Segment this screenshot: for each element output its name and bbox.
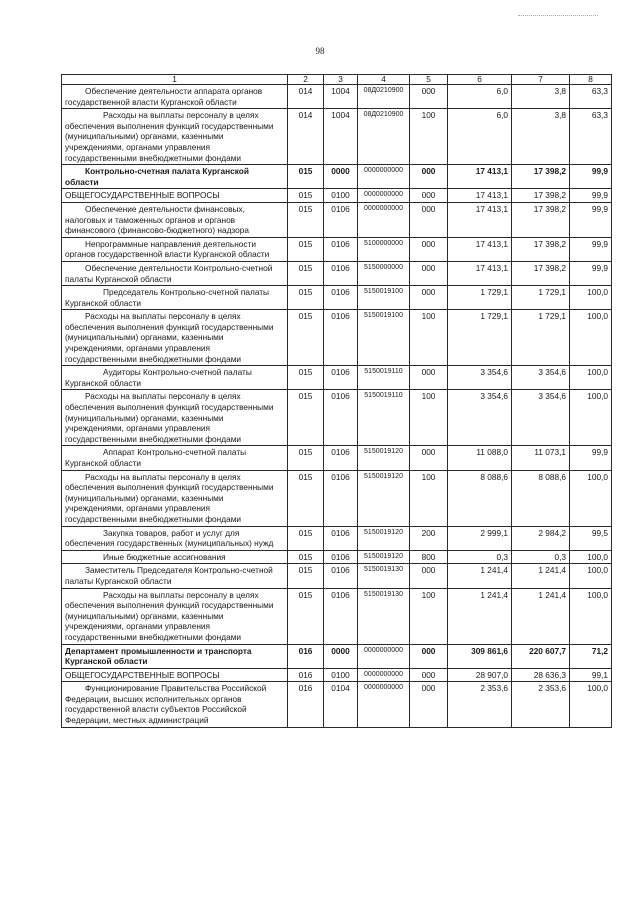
actual-amount-cell: 17 398,2 <box>512 165 570 189</box>
table-row <box>62 644 612 668</box>
expense-type-cell: 100 <box>410 109 448 165</box>
section-code-cell: 0100 <box>324 189 358 203</box>
section-code-cell: 0000 <box>324 644 358 668</box>
planned-amount-cell: 17 413,1 <box>448 165 512 189</box>
planned-amount-cell: 1 241,4 <box>448 564 512 588</box>
header-col-8: 8 <box>570 75 612 85</box>
grbs-code-cell: 015 <box>288 526 324 550</box>
execution-percent-cell: 99,1 <box>570 668 612 682</box>
expense-type-cell: 000 <box>410 165 448 189</box>
target-article-cell: 5150019120 <box>358 446 410 470</box>
expense-name-cell: Заместитель Председателя Контрольно-счетной палаты Курганской области <box>62 564 288 588</box>
target-article-cell: 5150019120 <box>358 550 410 564</box>
table-row <box>62 85 612 109</box>
target-article-cell: 0000000000 <box>358 202 410 237</box>
planned-amount-cell: 17 413,1 <box>448 189 512 203</box>
expense-type-cell: 000 <box>410 189 448 203</box>
target-article-cell: 0000000000 <box>358 668 410 682</box>
section-code-cell: 0106 <box>324 202 358 237</box>
section-code-cell: 0106 <box>324 564 358 588</box>
expense-name-cell: Департамент промышленности и транспорта Курганской области <box>62 644 288 668</box>
actual-amount-cell: 8 088,6 <box>512 470 570 526</box>
expense-name-cell: Иные бюджетные ассигнования <box>62 550 288 564</box>
grbs-code-cell: 015 <box>288 237 324 261</box>
target-article-cell: 5100000000 <box>358 237 410 261</box>
target-article-cell: 08Д0210900 <box>358 109 410 165</box>
actual-amount-cell: 3 354,6 <box>512 366 570 390</box>
actual-amount-cell: 2 984,2 <box>512 526 570 550</box>
expense-name-cell: Председатель Контрольно-счетной палаты Курганской области <box>62 286 288 310</box>
table-row <box>62 588 612 644</box>
section-code-cell: 0106 <box>324 588 358 644</box>
table-row <box>62 682 612 727</box>
section-code-cell: 0106 <box>324 550 358 564</box>
execution-percent-cell: 99,9 <box>570 237 612 261</box>
section-code-cell: 0104 <box>324 682 358 727</box>
grbs-code-cell: 015 <box>288 202 324 237</box>
target-article-cell: 0000000000 <box>358 644 410 668</box>
execution-percent-cell: 99,9 <box>570 202 612 237</box>
grbs-code-cell: 014 <box>288 85 324 109</box>
expense-type-cell: 100 <box>410 470 448 526</box>
actual-amount-cell: 1 241,4 <box>512 564 570 588</box>
execution-percent-cell: 100,0 <box>570 310 612 366</box>
target-article-cell: 0000000000 <box>358 682 410 727</box>
planned-amount-cell: 17 413,1 <box>448 202 512 237</box>
planned-amount-cell: 1 241,4 <box>448 588 512 644</box>
expense-name-cell: ОБЩЕГОСУДАРСТВЕННЫЕ ВОПРОСЫ <box>62 189 288 203</box>
target-article-cell: 5150019100 <box>358 310 410 366</box>
section-code-cell: 0106 <box>324 237 358 261</box>
grbs-code-cell: 015 <box>288 588 324 644</box>
table-row <box>62 550 612 564</box>
execution-percent-cell: 99,9 <box>570 261 612 285</box>
actual-amount-cell: 1 241,4 <box>512 588 570 644</box>
expense-name-cell: Обеспечение деятельности финансовых, налоговых и таможенных органов и органов финансового (финансово-бюджетного) надзора <box>62 202 288 237</box>
table-row <box>62 165 612 189</box>
expense-type-cell: 000 <box>410 286 448 310</box>
table-row <box>62 526 612 550</box>
expense-type-cell: 000 <box>410 237 448 261</box>
expense-name-cell: Функционирование Правительства Российской Федерации, высших исполнительных органов государственной власти субъектов Российской Федерации, местных администраций <box>62 682 288 727</box>
header-col-1: 1 <box>62 75 288 85</box>
table-row <box>62 189 612 203</box>
execution-percent-cell: 99,9 <box>570 446 612 470</box>
planned-amount-cell: 0,3 <box>448 550 512 564</box>
table-row <box>62 310 612 366</box>
expense-type-cell: 000 <box>410 85 448 109</box>
section-code-cell: 0106 <box>324 366 358 390</box>
target-article-cell: 5150019110 <box>358 366 410 390</box>
planned-amount-cell: 11 088,0 <box>448 446 512 470</box>
expense-name-cell: ОБЩЕГОСУДАРСТВЕННЫЕ ВОПРОСЫ <box>62 668 288 682</box>
grbs-code-cell: 015 <box>288 366 324 390</box>
expense-name-cell: Расходы на выплаты персоналу в целях обеспечения выполнения функций государственными (муниципальными) органами, казенными учреждениями, органами управления государственными внебюджетными фондами <box>62 390 288 446</box>
execution-percent-cell: 100,0 <box>570 588 612 644</box>
header-col-7: 7 <box>512 75 570 85</box>
execution-percent-cell: 71,2 <box>570 644 612 668</box>
target-article-cell: 5150019110 <box>358 390 410 446</box>
actual-amount-cell: 3,8 <box>512 109 570 165</box>
table-row <box>62 564 612 588</box>
scan-artifact <box>518 15 598 17</box>
planned-amount-cell: 309 861,6 <box>448 644 512 668</box>
grbs-code-cell: 015 <box>288 550 324 564</box>
grbs-code-cell: 015 <box>288 165 324 189</box>
table-row <box>62 109 612 165</box>
target-article-cell: 5150019120 <box>358 526 410 550</box>
table-row <box>62 668 612 682</box>
expense-name-cell: Обеспечение деятельности Контрольно-счетной палаты Курганской области <box>62 261 288 285</box>
execution-percent-cell: 99,9 <box>570 165 612 189</box>
table-row <box>62 237 612 261</box>
expense-type-cell: 100 <box>410 390 448 446</box>
execution-percent-cell: 100,0 <box>570 470 612 526</box>
grbs-code-cell: 015 <box>288 470 324 526</box>
actual-amount-cell: 17 398,2 <box>512 189 570 203</box>
actual-amount-cell: 0,3 <box>512 550 570 564</box>
table-row <box>62 202 612 237</box>
section-code-cell: 0106 <box>324 261 358 285</box>
planned-amount-cell: 6,0 <box>448 109 512 165</box>
planned-amount-cell: 2 353,6 <box>448 682 512 727</box>
table-row <box>62 366 612 390</box>
section-code-cell: 1004 <box>324 109 358 165</box>
expense-type-cell: 100 <box>410 588 448 644</box>
expense-name-cell: Контрольно-счетная палата Курганской области <box>62 165 288 189</box>
target-article-cell: 5150019130 <box>358 588 410 644</box>
column-number-header <box>62 75 612 85</box>
execution-percent-cell: 63,3 <box>570 109 612 165</box>
expense-name-cell: Аппарат Контрольно-счетной палаты Курганской области <box>62 446 288 470</box>
actual-amount-cell: 3,8 <box>512 85 570 109</box>
actual-amount-cell: 1 729,1 <box>512 310 570 366</box>
section-code-cell: 0106 <box>324 526 358 550</box>
planned-amount-cell: 3 354,6 <box>448 390 512 446</box>
actual-amount-cell: 17 398,2 <box>512 202 570 237</box>
expense-type-cell: 000 <box>410 366 448 390</box>
grbs-code-cell: 015 <box>288 564 324 588</box>
execution-percent-cell: 63,3 <box>570 85 612 109</box>
expense-name-cell: Расходы на выплаты персоналу в целях обеспечения выполнения функций государственными (муниципальными) органами, казенными учреждениями, органами управления государственными внебюджетными фондами <box>62 109 288 165</box>
execution-percent-cell: 100,0 <box>570 366 612 390</box>
planned-amount-cell: 17 413,1 <box>448 237 512 261</box>
expense-name-cell: Расходы на выплаты персоналу в целях обеспечения выполнения функций государственными (муниципальными) органами, казенными учреждениями, органами управления государственными внебюджетными фондами <box>62 588 288 644</box>
execution-percent-cell: 99,5 <box>570 526 612 550</box>
expense-name-cell: Обеспечение деятельности аппарата органов государственной власти Курганской области <box>62 85 288 109</box>
section-code-cell: 0106 <box>324 390 358 446</box>
section-code-cell: 0106 <box>324 446 358 470</box>
grbs-code-cell: 016 <box>288 682 324 727</box>
planned-amount-cell: 17 413,1 <box>448 261 512 285</box>
actual-amount-cell: 28 636,3 <box>512 668 570 682</box>
actual-amount-cell: 17 398,2 <box>512 261 570 285</box>
grbs-code-cell: 014 <box>288 109 324 165</box>
target-article-cell: 5150000000 <box>358 261 410 285</box>
target-article-cell: 5150019130 <box>358 564 410 588</box>
execution-percent-cell: 100,0 <box>570 390 612 446</box>
section-code-cell: 0106 <box>324 470 358 526</box>
page-number: 98 <box>315 46 325 56</box>
section-code-cell: 0000 <box>324 165 358 189</box>
actual-amount-cell: 3 354,6 <box>512 390 570 446</box>
target-article-cell: 0000000000 <box>358 189 410 203</box>
planned-amount-cell: 1 729,1 <box>448 310 512 366</box>
table-row <box>62 470 612 526</box>
expense-type-cell: 000 <box>410 668 448 682</box>
table-row <box>62 261 612 285</box>
target-article-cell: 5150019100 <box>358 286 410 310</box>
actual-amount-cell: 1 729,1 <box>512 286 570 310</box>
planned-amount-cell: 3 354,6 <box>448 366 512 390</box>
table-row <box>62 446 612 470</box>
table-body <box>62 85 612 728</box>
section-code-cell: 0106 <box>324 286 358 310</box>
planned-amount-cell: 28 907,0 <box>448 668 512 682</box>
expense-type-cell: 000 <box>410 261 448 285</box>
budget-table <box>61 74 612 728</box>
header-col-4: 4 <box>358 75 410 85</box>
actual-amount-cell: 11 073,1 <box>512 446 570 470</box>
actual-amount-cell: 17 398,2 <box>512 237 570 261</box>
header-col-6: 6 <box>448 75 512 85</box>
expense-type-cell: 000 <box>410 446 448 470</box>
expense-type-cell: 000 <box>410 644 448 668</box>
target-article-cell: 08Д0210900 <box>358 85 410 109</box>
planned-amount-cell: 2 999,1 <box>448 526 512 550</box>
actual-amount-cell: 220 607,7 <box>512 644 570 668</box>
expense-name-cell: Расходы на выплаты персоналу в целях обеспечения выполнения функций государственными (муниципальными) органами, казенными учреждениями, органами управления государственными внебюджетными фондами <box>62 310 288 366</box>
expense-name-cell: Расходы на выплаты персоналу в целях обеспечения выполнения функций государственными (муниципальными) органами, казенными учреждениями, органами управления государственными внебюджетными фондами <box>62 470 288 526</box>
header-col-3: 3 <box>324 75 358 85</box>
target-article-cell: 0000000000 <box>358 165 410 189</box>
expense-type-cell: 200 <box>410 526 448 550</box>
grbs-code-cell: 016 <box>288 644 324 668</box>
expense-type-cell: 000 <box>410 682 448 727</box>
section-code-cell: 0106 <box>324 310 358 366</box>
header-col-2: 2 <box>288 75 324 85</box>
expense-type-cell: 000 <box>410 564 448 588</box>
execution-percent-cell: 99,9 <box>570 189 612 203</box>
execution-percent-cell: 100,0 <box>570 286 612 310</box>
target-article-cell: 5150019120 <box>358 470 410 526</box>
execution-percent-cell: 100,0 <box>570 550 612 564</box>
section-code-cell: 1004 <box>324 85 358 109</box>
expense-type-cell: 800 <box>410 550 448 564</box>
grbs-code-cell: 016 <box>288 668 324 682</box>
planned-amount-cell: 8 088,6 <box>448 470 512 526</box>
planned-amount-cell: 1 729,1 <box>448 286 512 310</box>
grbs-code-cell: 015 <box>288 446 324 470</box>
expense-name-cell: Непрограммные направления деятельности органов государственной власти Курганской области <box>62 237 288 261</box>
execution-percent-cell: 100,0 <box>570 564 612 588</box>
actual-amount-cell: 2 353,6 <box>512 682 570 727</box>
grbs-code-cell: 015 <box>288 261 324 285</box>
planned-amount-cell: 6,0 <box>448 85 512 109</box>
grbs-code-cell: 015 <box>288 310 324 366</box>
expense-type-cell: 100 <box>410 310 448 366</box>
expense-type-cell: 000 <box>410 202 448 237</box>
header-col-5: 5 <box>410 75 448 85</box>
table-row <box>62 390 612 446</box>
grbs-code-cell: 015 <box>288 189 324 203</box>
grbs-code-cell: 015 <box>288 286 324 310</box>
table-row <box>62 286 612 310</box>
execution-percent-cell: 100,0 <box>570 682 612 727</box>
grbs-code-cell: 015 <box>288 390 324 446</box>
expense-name-cell: Закупка товаров, работ и услуг для обеспечения государственных (муниципальных) нужд <box>62 526 288 550</box>
expense-name-cell: Аудиторы Контрольно-счетной палаты Курганской области <box>62 366 288 390</box>
section-code-cell: 0100 <box>324 668 358 682</box>
